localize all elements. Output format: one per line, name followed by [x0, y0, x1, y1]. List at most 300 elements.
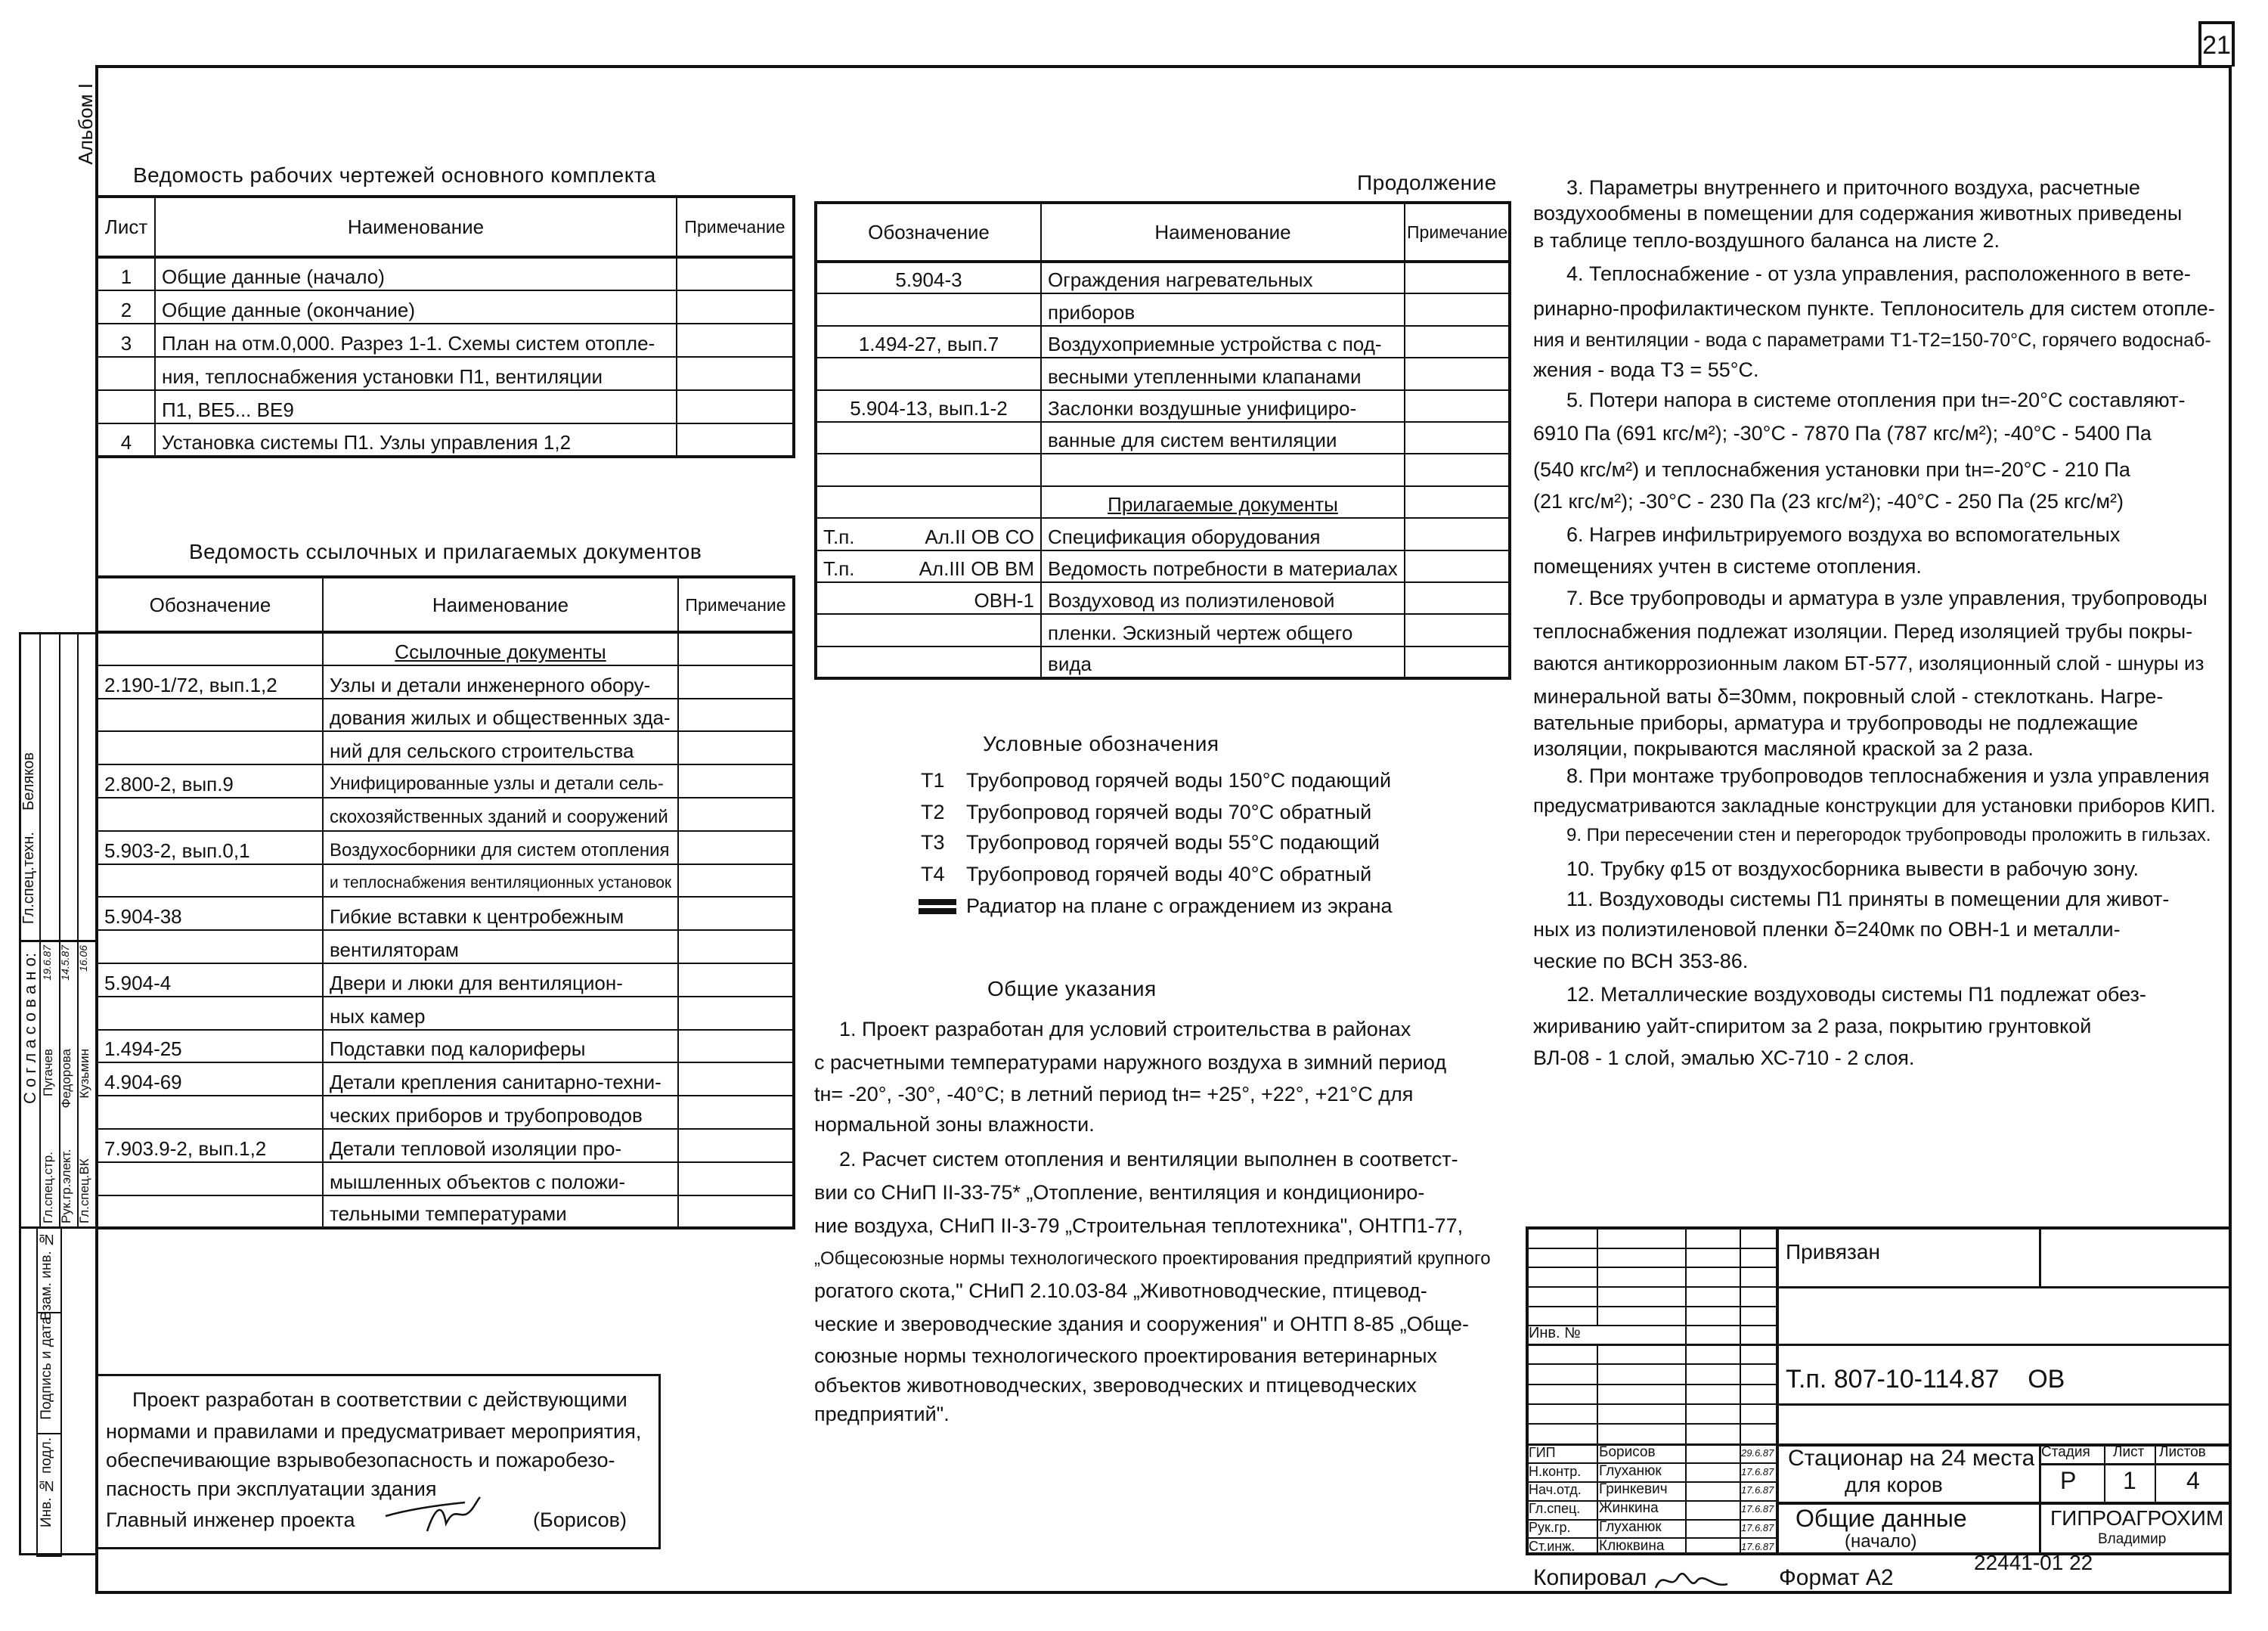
- table-row: [97, 1096, 794, 1129]
- document-name: и теплоснабжения вентиляционных установок: [330, 874, 672, 892]
- table-row: [97, 930, 794, 963]
- designation-cell: [97, 1030, 323, 1063]
- document-name: ных камер: [330, 1004, 426, 1028]
- name-cell: [1041, 518, 1405, 550]
- approval-date: 19.6.87: [41, 945, 53, 981]
- name-cell: [1041, 326, 1405, 358]
- document-name: ний для сельского строительства: [330, 740, 634, 763]
- table-row: [97, 897, 794, 930]
- designation-cell: [816, 262, 1041, 293]
- designation-cell: [97, 1062, 323, 1096]
- grid-line: [2039, 1226, 2041, 1286]
- grid-line: [2104, 1443, 2105, 1502]
- signatory-role: Н.контр.: [1529, 1463, 1582, 1479]
- note-line: ВЛ-08 - 1 слой, эмалью ХС-710 - 2 слоя.: [1533, 1047, 1915, 1070]
- grid-line: [1526, 1267, 1776, 1268]
- note-line: 9. При пересечении стен и перегородок трубопроводы проложить в гильзах.: [1566, 824, 2211, 845]
- note-cell: [1405, 326, 1510, 358]
- document-name: Общие данные (начало): [162, 265, 385, 288]
- table-row: [97, 357, 794, 390]
- note-line: 4. Теплоснабжение - от узла управления, расположенного в вете-: [1566, 262, 2191, 286]
- table-row: [816, 454, 1510, 485]
- legend-symbol: Т1: [921, 769, 945, 792]
- designation-cell: [97, 257, 155, 290]
- document-name: мышленных объектов с положи-: [330, 1170, 626, 1193]
- column-header: Наименование: [1041, 203, 1405, 262]
- designation-cell: [97, 665, 323, 699]
- note-cell: [678, 897, 794, 930]
- note-cell: [678, 963, 794, 997]
- signatory-name: Борисов: [1599, 1444, 1656, 1460]
- note-cell: [678, 1195, 794, 1229]
- document-name: ния, теплоснабжения установки П1, вентиляции: [162, 365, 603, 388]
- table-row: [816, 647, 1510, 678]
- name-cell: [1041, 422, 1405, 454]
- note-line: жириванию уайт-спиритом за 2 раза, покрытию грунтовкой: [1533, 1015, 2092, 1038]
- name-cell: [323, 997, 678, 1030]
- strip-divider: [19, 940, 95, 942]
- signatory-name: Глуханюк: [1599, 1518, 1662, 1535]
- designation-cell: [816, 358, 1041, 389]
- designation-code: ОВН-1: [974, 589, 1034, 612]
- continuation-label: Продолжение: [1357, 171, 1497, 194]
- name-cell: [323, 1062, 678, 1096]
- album-label: Альбом I: [74, 83, 97, 165]
- designation-cell: [97, 731, 323, 764]
- note-cell: [1405, 422, 1510, 454]
- section-subheader: Прилагаемые документы: [1108, 493, 1338, 516]
- note-cell: [1405, 647, 1510, 678]
- archive-number: 22441-01 22: [1974, 1551, 2093, 1574]
- designation-cell: [816, 390, 1041, 422]
- document-name: Воздуховод из полиэтиленовой: [1048, 589, 1335, 612]
- section-subheader: Ссылочные документы: [395, 640, 606, 663]
- approval-role: Гл.спец.стр.: [41, 1152, 55, 1223]
- document-name: тельными температурами: [330, 1202, 567, 1226]
- designation-code: 4: [120, 431, 132, 454]
- name-cell: [155, 423, 677, 457]
- approval-date: 14.5.87: [59, 945, 71, 981]
- table-row: [97, 864, 794, 898]
- document-name: Воздухоприемные устройства с под-: [1048, 333, 1382, 356]
- note-line: 7. Все трубопроводы и арматура в узле управления, трубопроводы: [1566, 586, 2208, 609]
- signatory-role: Нач.отд.: [1529, 1482, 1582, 1498]
- continuation-grid: [814, 201, 1511, 680]
- table-row: [97, 390, 794, 423]
- signatory-role: Гл.спец.: [1529, 1501, 1581, 1517]
- name-cell: [323, 930, 678, 963]
- designation-cell: [97, 798, 323, 831]
- note-cell: [1405, 390, 1510, 422]
- designation-cell: [97, 1162, 323, 1195]
- designation-cell: [97, 930, 323, 963]
- note-cell: [678, 864, 794, 898]
- designation-cell: [97, 290, 155, 324]
- object-name-line2: для коров: [1845, 1473, 1943, 1496]
- grid-line: [2039, 1463, 2232, 1465]
- name-cell: [323, 1129, 678, 1162]
- document-name: приборов: [1048, 300, 1136, 324]
- grid-line: [1597, 1344, 1598, 1555]
- designation-cell: [97, 632, 323, 665]
- name-cell: [155, 390, 677, 423]
- designation-cell: [816, 550, 1041, 582]
- note-cell: [678, 699, 794, 732]
- note-cell: [677, 390, 794, 423]
- designation-cell: [97, 897, 323, 930]
- designation-cell: [97, 864, 323, 898]
- note-cell: [678, 764, 794, 798]
- attached-label: Привязан: [1786, 1240, 1880, 1264]
- designation-cell: [816, 293, 1041, 325]
- note-line: объектов животноводческих, звероводческих и птицеводческих: [814, 1373, 1417, 1397]
- note-cell: [678, 1162, 794, 1195]
- signatory-role: ГИП: [1529, 1445, 1556, 1460]
- designation-cell: [97, 357, 155, 390]
- designation-code: 1.494-25: [104, 1037, 182, 1061]
- designation-code: 4.904-69: [104, 1071, 182, 1094]
- approval-name: Пугачев: [41, 1049, 55, 1096]
- table-row: [816, 262, 1510, 293]
- approval-top-name: Беляков: [20, 752, 37, 811]
- name-cell: [323, 1030, 678, 1063]
- table-row: [816, 358, 1510, 389]
- designation-cell: [816, 326, 1041, 358]
- designation-cell: [816, 582, 1041, 614]
- designation-code: 7.903.9-2, вып.1,2: [104, 1136, 267, 1160]
- name-cell: [323, 731, 678, 764]
- name-cell: [1041, 358, 1405, 389]
- note-line: нормами и правилами и предусматривает мероприятия,: [106, 1419, 642, 1443]
- note-line: жения - вода Т3 = 55°С.: [1533, 358, 1759, 381]
- note-cell: [1405, 293, 1510, 325]
- note-line: 6. Нагрев инфильтрируемого воздуха во вспомогательных: [1566, 522, 2121, 546]
- legend-symbol: Т2: [921, 801, 945, 824]
- note-line: 8. При монтаже трубопроводов теплоснабжения и узла управления: [1566, 764, 2210, 788]
- document-name: Гибкие вставки к центробежным: [330, 905, 624, 929]
- designation-code: Ал.II ОВ СО: [925, 525, 1034, 548]
- signatory-date: 17.6.87: [1741, 1521, 1774, 1533]
- designation-code: 2: [120, 299, 132, 321]
- note-line: 2. Расчет систем отопления и вентиляции выполнен в соответст-: [839, 1148, 1458, 1171]
- table-row: [97, 831, 794, 864]
- column-header: Примечание: [678, 577, 794, 632]
- note-cell: [1405, 262, 1510, 293]
- note-line: ческие и звероводческие здания и сооружения" и ОНТП 8-85 „Обще-: [814, 1313, 1470, 1336]
- table-row: [816, 390, 1510, 422]
- note-cell: [1405, 582, 1510, 614]
- organization-city: Владимир: [2098, 1531, 2167, 1547]
- note-line: 10. Трубку φ15 от воздухосборника вывести в рабочую зону.: [1566, 857, 2139, 880]
- sheet-label: Лист: [2113, 1444, 2145, 1460]
- designation-cell: [816, 454, 1041, 485]
- note-line: обеспечивающие взрывобезопасность и пожаробезо-: [106, 1449, 615, 1472]
- signatory-role: Рук.гр.: [1529, 1519, 1571, 1535]
- note-line: „Общесоюзные нормы технологического проектирования предприятий крупного: [814, 1248, 1491, 1270]
- grid-line: [1526, 1248, 1776, 1249]
- document-name: вида: [1048, 653, 1092, 676]
- note-cell: [678, 1062, 794, 1096]
- references-grid: [95, 575, 795, 1229]
- document-name: Подставки под калориферы: [330, 1037, 586, 1061]
- designation-code: 5.904-13, вып.1-2: [850, 396, 1008, 420]
- table-row: [97, 632, 794, 665]
- table-row: [816, 486, 1510, 518]
- table-row: [97, 764, 794, 798]
- column-header: Лист: [97, 197, 155, 257]
- table-row: [97, 997, 794, 1030]
- note-cell: [678, 798, 794, 831]
- name-cell: [155, 290, 677, 324]
- name-cell: [323, 798, 678, 831]
- grid-line: [1526, 1306, 1776, 1307]
- document-name: пленки. Эскизный чертеж общего: [1048, 621, 1353, 644]
- approval-name: Кузьмин: [77, 1049, 91, 1099]
- designation-cell: [816, 518, 1041, 550]
- designation-code: 2.190-1/72, вып.1,2: [104, 673, 277, 696]
- name-cell: [1041, 647, 1405, 678]
- designation-cell: [97, 764, 323, 798]
- document-name: дования жилых и общественных зда-: [330, 706, 671, 730]
- note-line: ваются антикоррозионным лаком БТ-577, изоляционный слой - шнуры из: [1533, 652, 2204, 675]
- signatory-date: 17.6.87: [1741, 1503, 1774, 1515]
- designation-prefix: Т.п.: [823, 525, 855, 548]
- note-line: 11. Воздуховоды системы П1 приняты в помещении для живот-: [1566, 887, 2170, 910]
- document-name: ванные для систем вентиляции: [1048, 429, 1337, 452]
- note-cell: [677, 357, 794, 390]
- signatory-name: Жинкина: [1599, 1500, 1659, 1517]
- table-row: [97, 731, 794, 764]
- designation-cell: [816, 422, 1041, 454]
- approval-top-role: Гл.спец.техн.: [20, 832, 37, 925]
- designation-code: 1.494-27, вып.7: [858, 333, 999, 356]
- note-cell: [678, 1096, 794, 1129]
- grid-line: [1776, 1226, 1779, 1555]
- table-row: [97, 1162, 794, 1195]
- designation-cell: [816, 614, 1041, 646]
- note-cell: [677, 423, 794, 457]
- note-line: минеральной ваты δ=30мм, покровный слой - стеклоткань. Нагре-: [1533, 685, 2164, 709]
- grid-line: [1776, 1286, 2232, 1288]
- sheets-label: Листов: [2159, 1444, 2206, 1460]
- name-cell: [155, 257, 677, 290]
- copied-label: Копировал: [1533, 1565, 1647, 1590]
- name-cell: [323, 897, 678, 930]
- chief-engineer-signature: [382, 1493, 495, 1539]
- document-name: Установка системы П1. Узлы управления 1,2: [162, 431, 572, 454]
- approval-role: Рук.гр.элект.: [59, 1149, 73, 1223]
- drawings-list-grid: [95, 195, 795, 458]
- designation-code: 5.904-38: [104, 905, 182, 929]
- designation-code: Ал.III ОВ ВМ: [919, 557, 1034, 580]
- legend-text: Трубопровод горячей воды 70°С обратный: [966, 801, 1372, 824]
- table-row: [97, 1062, 794, 1096]
- name-cell: [155, 357, 677, 390]
- note-line: (540 кгс/м²) и теплоснабжения установки при tн=-20°С - 210 Па: [1533, 457, 2130, 481]
- column-header: Примечание: [677, 197, 794, 257]
- document-name: Двери и люки для вентиляцион-: [330, 971, 623, 994]
- table-row: [816, 614, 1510, 646]
- organization-name: ГИПРОАГРОХИМ: [2050, 1506, 2224, 1530]
- chief-engineer-name: (Борисов): [533, 1509, 627, 1531]
- name-cell: [1041, 486, 1405, 518]
- copier-signature: [1652, 1561, 1735, 1599]
- table-row: [816, 518, 1510, 550]
- signatory-name: Гринкевич: [1599, 1481, 1668, 1498]
- approval-role: Гл.спец.ВК: [77, 1158, 91, 1223]
- designation-code: 5.904-4: [104, 971, 172, 994]
- page-number: 21: [2198, 21, 2235, 67]
- note-line: вии со СНиП II-33-75* „Отопление, вентиляция и кондициониро-: [814, 1181, 1425, 1205]
- designation-cell: [97, 1096, 323, 1129]
- legend-symbol: Т4: [921, 863, 945, 886]
- signatory-date: 29.6.87: [1741, 1447, 1774, 1459]
- note-line: пасность при эксплуатации здания: [106, 1478, 437, 1501]
- stage-value: Р: [2060, 1467, 2077, 1494]
- name-cell: [1041, 550, 1405, 582]
- radiator-symbol-icon: [919, 899, 956, 908]
- table-row: [97, 798, 794, 831]
- grid-line: [1526, 1286, 1776, 1288]
- legend-symbol: Т3: [921, 831, 945, 854]
- note-line: нормальной зоны влажности.: [814, 1113, 1095, 1136]
- note-cell: [678, 997, 794, 1030]
- note-line: ния и вентиляции - вода с параметрами Т1-Т2=150-70°С, горячего водоснаб-: [1533, 330, 2211, 352]
- document-name: Детали тепловой изоляции про-: [330, 1136, 622, 1160]
- note-line: союзные нормы технологического проектирования ветеринарных: [814, 1344, 1438, 1368]
- note-line: рогатого скота," СНиП 2.10.03-84 „Животноводческие, птицевод-: [814, 1279, 1427, 1303]
- note-line: 6910 Па (691 кгс/м²); -30°С - 7870 Па (787 кгс/м²); -40°С - 5400 Па: [1533, 421, 2152, 445]
- table-row: [97, 1030, 794, 1063]
- table-row: [97, 963, 794, 997]
- grid-line: [1526, 1423, 1776, 1425]
- grid-line: [1685, 1226, 1687, 1555]
- designation-cell: [97, 390, 155, 423]
- note-cell: [1405, 518, 1510, 550]
- name-cell: [323, 665, 678, 699]
- chief-engineer-label: Главный инженер проекта: [106, 1509, 355, 1531]
- note-line: ных из полиэтиленовой пленки δ=240мк по ОВН-1 и металли-: [1533, 918, 2121, 941]
- note-cell: [1405, 614, 1510, 646]
- designation-code: 5.904-3: [895, 268, 962, 292]
- note-line: вательные приборы, арматура и трубопроводы не подлежащие: [1533, 711, 2139, 734]
- note-cell: [1405, 550, 1510, 582]
- general-notes-title: Общие указания: [987, 977, 1157, 1000]
- signatory-name: Клюквина: [1599, 1537, 1665, 1554]
- document-name: Детали крепления санитарно-техни-: [330, 1071, 662, 1094]
- note-line: предприятий".: [814, 1402, 950, 1425]
- table-header-row: [97, 577, 794, 632]
- designation-cell: [97, 423, 155, 457]
- inventory-number-label: Инв. №: [1529, 1325, 1581, 1341]
- object-name-line1: Стационар на 24 места: [1788, 1446, 2035, 1471]
- table-row: [97, 665, 794, 699]
- grid-line: [1776, 1344, 2232, 1346]
- legend-title: Условные обозначения: [983, 732, 1219, 755]
- note-line: помещениях учтен в системе отопления.: [1533, 554, 1922, 578]
- name-cell: [323, 1195, 678, 1229]
- legend-text: Трубопровод горячей воды 55°С подающий: [966, 831, 1380, 854]
- document-name: весными утепленными клапанами: [1048, 364, 1362, 388]
- document-name: П1, ВЕ5... ВЕ9: [162, 398, 294, 421]
- designation-cell: [97, 324, 155, 357]
- name-cell: [323, 632, 678, 665]
- name-cell: [1041, 293, 1405, 325]
- approval-name: Федорова: [59, 1049, 73, 1109]
- column-header: Обозначение: [816, 203, 1041, 262]
- document-name: Узлы и детали инженерного обору-: [330, 673, 651, 696]
- name-cell: [1041, 614, 1405, 646]
- document-name: Заслонки воздушные унифициро-: [1048, 396, 1357, 420]
- sheet-title-line1: Общие данные: [1796, 1505, 1967, 1532]
- approval-date: 16.06: [77, 945, 89, 972]
- note-line: 1. Проект разработан для условий строительства в районах: [839, 1018, 1411, 1041]
- note-line: предусматриваются закладные конструкции для установки приборов КИП.: [1533, 793, 2216, 817]
- document-name: вентиляторам: [330, 938, 459, 961]
- note-cell: [678, 665, 794, 699]
- designation-cell: [97, 997, 323, 1030]
- references-title: Ведомость ссылочных и прилагаемых документов: [189, 540, 702, 563]
- designation-cell: [97, 699, 323, 732]
- signatory-date: 17.6.87: [1741, 1484, 1774, 1496]
- designation-prefix: Т.п.: [823, 557, 855, 580]
- designation-code: 5.903-2, вып.0,1: [104, 839, 250, 862]
- designation-cell: [97, 963, 323, 997]
- project-code: Т.п. 807-10-114.87 ОВ: [1786, 1365, 2065, 1394]
- grid-line: [1597, 1226, 1598, 1325]
- designation-cell: [97, 1195, 323, 1229]
- column-header: Обозначение: [97, 577, 323, 632]
- table-row: [97, 1129, 794, 1162]
- sheet-value: 1: [2123, 1467, 2136, 1494]
- grid-line: [2155, 1443, 2156, 1502]
- grid-line: [1776, 1403, 2232, 1406]
- document-name: Общие данные (окончание): [162, 299, 416, 321]
- document-name: Спецификация оборудования: [1048, 525, 1321, 548]
- signatory-role: Ст.инж.: [1529, 1538, 1576, 1554]
- name-cell: [323, 764, 678, 798]
- note-line: с расчетными температурами наружного воздуха в зимний период: [814, 1051, 1447, 1074]
- note-cell: [1405, 454, 1510, 485]
- note-line: 12. Металлические воздуховоды системы П1 подлежат обез-: [1566, 983, 2146, 1006]
- table-row: [97, 699, 794, 732]
- note-line: воздухообмены в помещении для содержания животных приведены: [1533, 202, 2183, 225]
- document-name: Ведомость потребности в материалах: [1048, 557, 1398, 580]
- legend-text: Радиатор на плане с ограждением из экрана: [966, 895, 1393, 918]
- note-line: в таблице тепло-воздушного баланса на листе 2.: [1533, 229, 2000, 253]
- note-line: ринарно-профилактическом пункте. Теплоноситель для систем отопле-: [1533, 297, 2215, 321]
- sheet-title-line2: (начало): [1845, 1531, 1917, 1552]
- designation-code: 1: [120, 265, 132, 288]
- note-cell: [678, 1030, 794, 1063]
- name-cell: [323, 1096, 678, 1129]
- name-cell: [1041, 262, 1405, 293]
- note-cell: [1405, 486, 1510, 518]
- signatory-date: 17.6.87: [1741, 1465, 1774, 1478]
- name-cell: [155, 324, 677, 357]
- format-label: Формат А2: [1779, 1565, 1894, 1590]
- note-line: tн= -20°, -30°, -40°С; в летний период tн= +25°, +22°, +21°С для: [814, 1083, 1414, 1106]
- designation-cell: [97, 1129, 323, 1162]
- table-row: [816, 582, 1510, 614]
- table-header-row: [816, 203, 1510, 262]
- note-cell: [678, 831, 794, 864]
- note-line: 3. Параметры внутреннего и приточного воздуха, расчетные: [1566, 175, 2140, 199]
- table-row: [97, 324, 794, 357]
- note-cell: [677, 257, 794, 290]
- note-line: теплоснабжения подлежат изоляции. Перед изоляцией трубы покры-: [1533, 619, 2193, 643]
- note-line: ние воздуха, СНиП II-3-79 „Строительная теплотехника", ОНТП1-77,: [814, 1214, 1464, 1238]
